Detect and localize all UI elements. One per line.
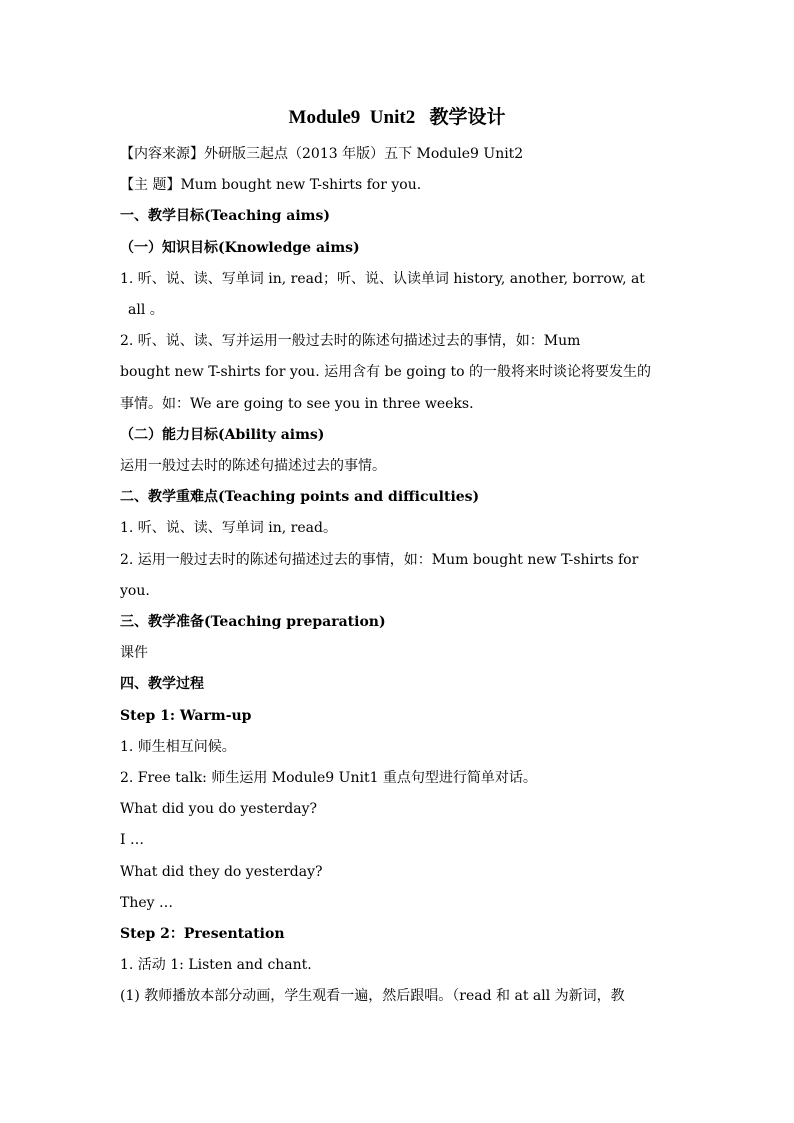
step-heading-warm-up: Step 1: Warm-up <box>120 708 252 724</box>
source-line: 【内容来源】外研版三起点（2013 年版）五下 Module9 Unit2 <box>120 146 524 162</box>
paragraph-line: 课件 <box>120 645 148 661</box>
paragraph-line: What did you do yesterday? <box>120 801 318 817</box>
paragraph-line: 2. 听、说、读、写并运用一般过去时的陈述句描述过去的事情，如：Mum <box>120 333 581 349</box>
paragraph-line: you. <box>120 583 150 599</box>
section-heading-preparation: 三、教学准备(Teaching preparation) <box>120 614 386 630</box>
paragraph-line: all 。 <box>128 302 164 318</box>
paragraph-line: 2. 运用一般过去时的陈述句描述过去的事情，如：Mum bought new T-shirts for <box>120 552 639 568</box>
subsection-heading-ability: （二）能力目标(Ability aims) <box>120 427 325 443</box>
paragraph-line: I … <box>120 832 144 848</box>
paragraph-line: (1) 教师播放本部分动画，学生观看一遍，然后跟唱。（read 和 at all 为新词，教 <box>120 988 625 1004</box>
paragraph-line: 1. 听、说、读、写单词 in, read。 <box>120 520 337 536</box>
document-title: Module9 Unit2 教学设计 <box>288 107 506 128</box>
section-heading-aims: 一、教学目标(Teaching aims) <box>120 208 330 224</box>
paragraph-line: What did they do yesterday? <box>120 864 323 880</box>
paragraph-line: 运用一般过去时的陈述句描述过去的事情。 <box>120 458 386 474</box>
paragraph-line: 1. 师生相互问候。 <box>120 739 236 755</box>
subsection-heading-knowledge: （一）知识目标(Knowledge aims) <box>120 240 360 256</box>
step-heading-presentation: Step 2：Presentation <box>120 926 285 942</box>
section-heading-key-points: 二、教学重难点(Teaching points and difficulties) <box>120 489 480 505</box>
paragraph-line: bought new T-shirts for you. 运用含有 be going to 的一般将来时谈论将要发生的 <box>120 364 652 380</box>
paragraph-line: 1. 听、说、读、写单词 in, read；听、说、认读单词 history, another, borrow, at <box>120 271 645 287</box>
paragraph-line: 2. Free talk: 师生运用 Module9 Unit1 重点句型进行简单对话。 <box>120 770 537 786</box>
section-heading-process: 四、教学过程 <box>120 676 204 692</box>
topic-line: 【主 题】Mum bought new T-shirts for you. <box>120 177 422 193</box>
paragraph-line: 1. 活动 1: Listen and chant. <box>120 957 312 973</box>
paragraph-line: 事情。如：We are going to see you in three weeks. <box>120 396 474 412</box>
paragraph-line: They … <box>120 895 173 911</box>
